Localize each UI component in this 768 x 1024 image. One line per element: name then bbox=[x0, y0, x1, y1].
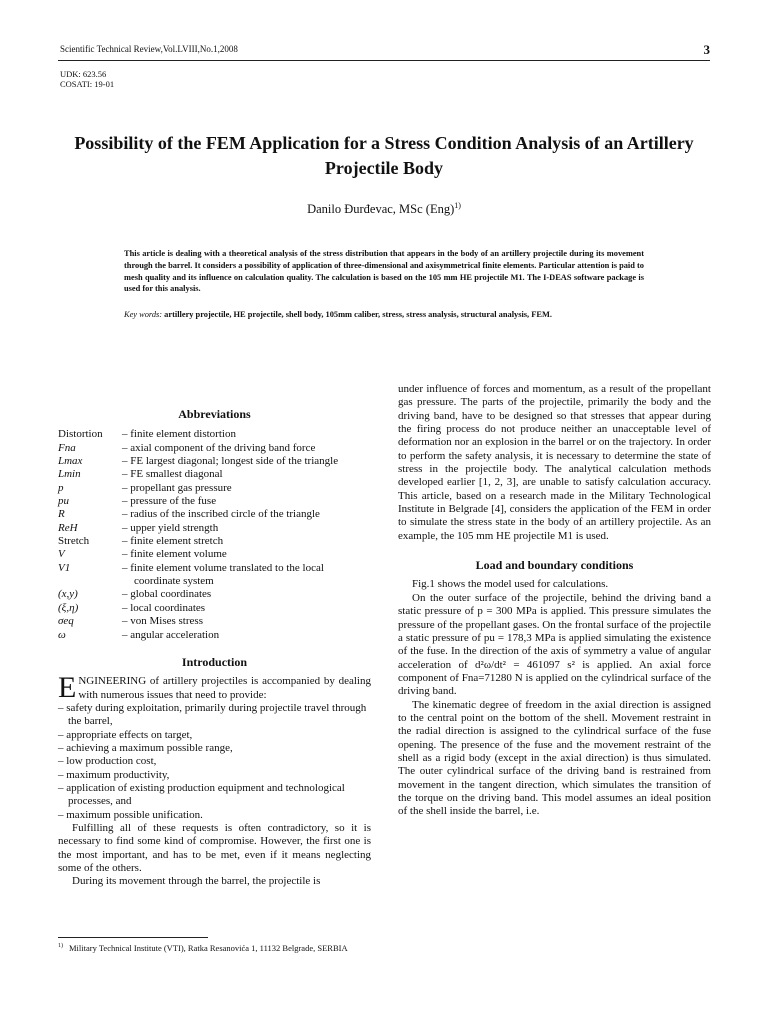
load-heading: Load and boundary conditions bbox=[475, 558, 634, 573]
abbreviation-term: V1 bbox=[58, 561, 71, 574]
abbreviation-definition: – finite element volume bbox=[122, 548, 227, 561]
paper-title: Possibility of the FEM Application for a Stress Condition Analysis of an Artillery Projectile Body bbox=[74, 133, 694, 178]
keywords-label: Key words: bbox=[124, 310, 163, 319]
abbreviation-term: V bbox=[58, 548, 65, 561]
abbreviations-list bbox=[58, 428, 371, 642]
header-rule bbox=[58, 60, 710, 61]
abbreviation-row bbox=[58, 482, 371, 495]
abbreviation-row bbox=[58, 495, 371, 508]
abbreviation-definition: – von Mises stress bbox=[122, 615, 203, 628]
abbreviation-term: ω bbox=[58, 628, 66, 641]
abbreviation-definition: – finite element stretch bbox=[122, 535, 224, 548]
requirements-list bbox=[58, 702, 371, 822]
abbreviation-row bbox=[58, 428, 371, 441]
author-footnote-mark: 1) bbox=[454, 201, 461, 210]
abbreviation-term: Fna bbox=[58, 441, 76, 454]
list-item: – application of existing production equipment and technological processes, and bbox=[58, 781, 345, 808]
abbreviation-definition: – FE smallest diagonal bbox=[122, 468, 223, 481]
abbreviation-row bbox=[58, 602, 371, 615]
keywords-text: artillery projectile, HE projectile, shell body, 105mm caliber, stress, stress analysis, structural analysis, FEM. bbox=[164, 310, 552, 319]
list-item: – safety during exploitation, primarily during projectile travel through the barrel, bbox=[58, 701, 367, 728]
list-item: – low production cost, bbox=[58, 755, 157, 768]
abbreviation-definition: – axial component of the driving band force bbox=[122, 441, 316, 454]
abbreviation-row bbox=[58, 468, 371, 481]
keywords bbox=[124, 309, 644, 321]
abbreviation-definition: – global coordinates bbox=[122, 588, 212, 601]
abbreviation-row bbox=[58, 535, 371, 548]
load-paragraph-3: The kinematic degree of freedom in the axial direction is assigned to the central point on the bottom of the shell. Movement restraint in the radial direction is assigned to the cylindrical surface of the fuse opening. The presence of the fuse and the movement restraint of the shell as a rigid body (except in the axial direction) is thus simulated. The outer cylindrical surface of the driving band is restrained from movement in the tangent direction, which simulates the transition of the torque on the driving band. This model assumes an ideal position of the shell inside the barrel, i.e. bbox=[398, 698, 711, 818]
load-paragraph-2: On the outer surface of the projectile, behind the driving band a static pressure of p = 300 MPa is applied. This pressure simulates the pressure of the propellant gases. On the frontal surface of the projectile a static pressure of pu = 178,3 MPa is applied simulating the existence of the fuse. In the direction of the axis of symmetry a value of angular acceleration of d²ω/dt² = 461097 s² is applied. An axial force component of Fna=71280 N is applied on the cylindrical surface of the driving band. bbox=[398, 591, 711, 698]
udk-code: UDK: 623.56 bbox=[60, 69, 107, 79]
right-column bbox=[398, 383, 711, 819]
abbreviation-term: pu bbox=[58, 495, 69, 508]
abbreviation-definition: – finite element volume translated to the local coordinate system bbox=[122, 561, 324, 588]
abbreviation-row bbox=[58, 522, 371, 535]
abbreviation-definition: – propellant gas pressure bbox=[122, 481, 232, 494]
journal-reference: Scientific Technical Review,Vol.LVIII,No.1,2008 bbox=[60, 44, 238, 54]
abbreviation-term: p bbox=[58, 481, 64, 494]
list-item: – appropriate effects on target, bbox=[58, 728, 193, 741]
introduction-paragraph-2: Fulfilling all of these requests is often contradictory, so it is necessary to find some kind of compromise. However, the first one is the most important, and has to be met, even if it means neglecting some of the others. bbox=[58, 821, 371, 874]
abbreviation-row bbox=[58, 629, 371, 642]
classification-codes bbox=[60, 69, 114, 89]
list-item: – maximum possible unification. bbox=[58, 808, 203, 821]
abbreviation-term: σeq bbox=[58, 615, 74, 628]
abbreviation-term: Lmin bbox=[58, 468, 81, 481]
drop-cap: E bbox=[58, 671, 77, 705]
introduction-paragraph-3: During its movement through the barrel, the projectile is bbox=[72, 875, 321, 888]
abbreviation-row bbox=[58, 588, 371, 601]
abbreviation-term: (ξ,η) bbox=[58, 601, 79, 614]
footnote-mark: 1) bbox=[58, 943, 63, 950]
abbreviation-term: Stretch bbox=[58, 535, 90, 548]
abbreviation-definition: – local coordinates bbox=[122, 601, 206, 614]
abbreviations-heading: Abbreviations bbox=[178, 407, 251, 421]
left-column bbox=[58, 408, 371, 889]
cosati-code: COSATI: 19-01 bbox=[60, 79, 115, 89]
footnote bbox=[58, 943, 348, 953]
abbreviation-row bbox=[58, 562, 371, 589]
abbreviation-term: ReH bbox=[58, 521, 78, 534]
abbreviation-row bbox=[58, 615, 371, 628]
abbreviation-row bbox=[58, 548, 371, 561]
abbreviation-term: Distortion bbox=[58, 428, 103, 441]
introduction-paragraph-3-continued: under influence of forces and momentum, as a result of the propellant gas pressure. The parts of the projectile, primarily the body and the driving band, have to be designed so that stresses that appear during the firing process do not produce neither an unacceptable level of deformation nor an explosion in the barrel or on the trajectory. In order to perform the safety analysis, it is necessary to determine the state of stress in the projectile body. The analytical calculation methods developed earlier [1, 2, 3], are unable to satisfy calculation accuracy. This article, based on a research made in the Military Technological Institute in Belgrade [4], considers the application of the FEM in order to simulate the stress state in the body of an artillery projectile. As an example, the 105 mm HE projectile M1 is used. bbox=[398, 383, 711, 542]
abbreviation-row bbox=[58, 508, 371, 521]
footnote-rule bbox=[58, 937, 208, 938]
abbreviation-definition: – upper yield strength bbox=[122, 521, 219, 534]
abbreviation-row bbox=[58, 442, 371, 455]
introduction-first-paragraph bbox=[58, 671, 371, 705]
abbreviation-term: Lmax bbox=[58, 455, 83, 468]
abbreviation-definition: – pressure of the fuse bbox=[122, 495, 217, 508]
introduction-first-text: NGINEERING of artillery projectiles is accompanied by dealing with numerous issues that need to provide: bbox=[78, 675, 371, 701]
author-name: Danilo Đurđevac, MSc (Eng) bbox=[307, 202, 455, 217]
list-item: – achieving a maximum possible range, bbox=[58, 741, 233, 754]
abbreviation-definition: – radius of the inscribed circle of the triangle bbox=[122, 508, 320, 521]
abbreviation-row bbox=[58, 455, 371, 468]
author-line bbox=[60, 201, 708, 217]
abbreviation-definition: – finite element distortion bbox=[122, 428, 236, 441]
load-paragraph-1: Fig.1 shows the model used for calculations. bbox=[412, 578, 609, 591]
abstract: This article is dealing with a theoretical analysis of the stress distribution that appears in the body of an artillery projectile during its movement through the barrel. It considers a possibility of application of three-dimensional and axisymmetrical finite elements. Particular attention is paid to mesh quality and its influence on calculation quality. The calculation is based on the 105 mm HE projectile M1. The I-DEAS software package is used for this analysis. bbox=[124, 249, 644, 294]
abbreviation-term: (x,y) bbox=[58, 588, 78, 601]
abbreviation-definition: – angular acceleration bbox=[122, 628, 220, 641]
introduction-heading: Introduction bbox=[181, 654, 248, 669]
footnote-text: Military Technical Institute (VTI), Ratka Resanovića 1, 11132 Belgrade, SERBIA bbox=[69, 943, 348, 953]
abbreviation-term: R bbox=[58, 508, 65, 521]
page-number: 3 bbox=[703, 42, 710, 57]
abbreviation-definition: – FE largest diagonal; longest side of the triangle bbox=[122, 455, 339, 468]
list-item: – maximum productivity, bbox=[58, 768, 170, 781]
